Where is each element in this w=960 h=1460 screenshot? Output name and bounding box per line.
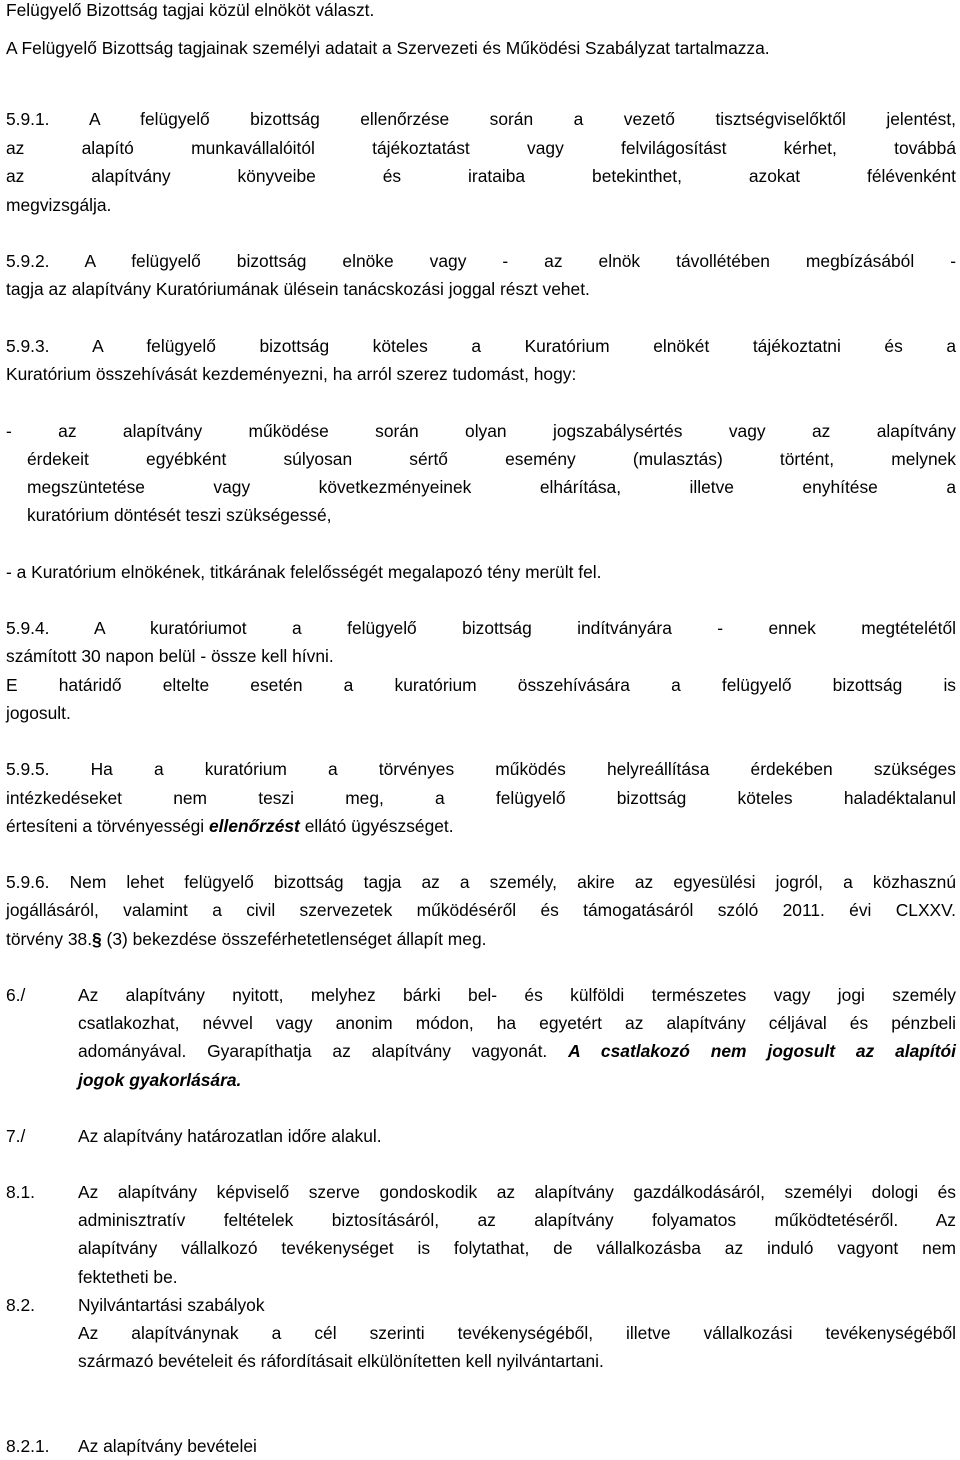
section-8-1-line: fektetheti be. — [78, 1267, 178, 1287]
text-span: törvény 38. — [6, 929, 93, 949]
section-8-1-line: adminisztratív feltételek biztosításáról, az alapítvány folyamatos működtetéséről. Az — [78, 1210, 956, 1230]
text-span: ellátó ügyészséget. — [299, 816, 454, 836]
section-6-line — [78, 1041, 956, 1061]
section-5-9-5-line: 5.9.5. Ha a kuratórium a törvényes működés helyreállítása érdekében szükséges — [6, 759, 956, 779]
section-5-9-1-line: az alapító munkavállalóitól tájékoztatást vagy felvilágosítást kérhet, továbbá — [6, 138, 956, 158]
section-5-9-6-line — [6, 929, 486, 949]
emphasis-text: jogok gyakorlására. — [78, 1070, 242, 1090]
section-5-9-4-line: számított 30 napon belül - össze kell hívni. — [6, 646, 334, 666]
bullet-item-line: megszüntetése vagy következményeinek elhárítása, illetve enyhítése a — [27, 477, 956, 497]
section-5-9-5-line: intézkedéseket nem teszi meg, a felügyelő bizottság köteles haladéktalanul — [6, 788, 956, 808]
section-5-9-3-line: Kuratórium összehívását kezdeményezni, ha arról szerez tudomást, hogy: — [6, 364, 577, 384]
bullet-item-line: - a Kuratórium elnökének, titkárának felelősségét megalapozó tény merült fel. — [6, 562, 602, 582]
section-number: 8.1. — [6, 1182, 36, 1202]
section-number: 6./ — [6, 985, 26, 1005]
section-6-line: Az alapítvány nyitott, melyhez bárki bel- és külföldi természetes vagy jogi személy — [78, 985, 956, 1005]
section-5-9-1-line: megvizsgálja. — [6, 195, 112, 215]
section-number: 8.2.1. — [6, 1436, 50, 1456]
paragraph-line: Felügyelő Bizottság tagjai közül elnököt választ. — [6, 0, 375, 20]
section-5-9-1-line: az alapítvány könyveibe és irataiba betekinthet, azokat félévenként — [6, 166, 956, 186]
section-5-9-2-line: 5.9.2. A felügyelő bizottság elnöke vagy - az elnök távollétében megbízásából - — [6, 251, 956, 271]
section-5-9-4-line: jogosult. — [6, 703, 71, 723]
section-number: 8.2. — [6, 1295, 36, 1315]
section-5-9-3-line: 5.9.3. A felügyelő bizottság köteles a Kuratórium elnökét tájékoztatni és a — [6, 336, 956, 356]
section-heading: Az alapítvány bevételei — [78, 1436, 257, 1456]
section-5-9-2-line: tagja az alapítvány Kuratóriumának ülésein tanácskozási joggal részt vehet. — [6, 279, 590, 299]
bullet-item-line: kuratórium döntését teszi szükségessé, — [27, 505, 332, 525]
section-8-2-line: Az alapítványnak a cél szerinti tevékenységéből, illetve vállalkozási tevékenységéből — [78, 1323, 956, 1343]
section-5-9-5-line — [6, 816, 454, 836]
text-span: adományával. Gyarapíthatja az alapítvány vagyonát. — [78, 1041, 569, 1061]
bullet-item-line: - az alapítvány működése során olyan jogszabálysértés vagy az alapítvány — [6, 421, 956, 441]
paragraph-line: A Felügyelő Bizottság tagjainak személyi adatait a Szervezeti és Működési Szabályzat tartalmazza. — [6, 38, 770, 58]
section-5-9-6-line: 5.9.6. Nem lehet felügyelő bizottság tagja az a személy, akire az egyesülési jogról, a közhasznú — [6, 872, 956, 892]
section-sign: § — [92, 929, 102, 949]
text-span: (3) bekezdése összeférhetetlenséget állapít meg. — [101, 929, 487, 949]
emphasis-text: ellenőrzést — [209, 816, 300, 836]
section-5-9-4-line: E határidő eltelte esetén a kuratórium összehívására a felügyelő bizottság is — [6, 675, 956, 695]
text-span: értesíteni a törvényességi — [6, 816, 209, 836]
section-5-9-6-line: jogállásáról, valamint a civil szervezetek működéséről és támogatásáról szóló 2011. évi CLXXV. — [6, 900, 956, 920]
bullet-item-line: érdekeit egyébként súlyosan sértő esemény (mulasztás) történt, melynek — [27, 449, 956, 469]
emphasis-text: A csatlakozó nem jogosult az alapítói — [568, 1041, 956, 1061]
section-7-line: Az alapítvány határozatlan időre alakul. — [78, 1126, 382, 1146]
section-8-1-line: alapítvány vállalkozó tevékenységet is folytathat, de vállalkozásba az induló vagyont nem — [78, 1238, 956, 1258]
section-5-9-4-line: 5.9.4. A kuratóriumot a felügyelő bizottság indítványára - ennek megtételétől — [6, 618, 956, 638]
section-8-1-line: Az alapítvány képviselő szerve gondoskodik az alapítvány gazdálkodásáról, személyi dologi és — [78, 1182, 956, 1202]
section-number: 7./ — [6, 1126, 26, 1146]
section-5-9-1-line: 5.9.1. A felügyelő bizottság ellenőrzése során a vezető tisztségviselőktől jelentést, — [6, 109, 956, 129]
section-6-line: csatlakozhat, névvel vagy anonim módon, ha egyetért az alapítvány céljával és pénzbeli — [78, 1013, 956, 1033]
section-heading: Nyilvántartási szabályok — [78, 1295, 265, 1315]
section-8-2-line: származó bevételeit és ráfordításait elkülönítetten kell nyilvántartani. — [78, 1351, 604, 1371]
